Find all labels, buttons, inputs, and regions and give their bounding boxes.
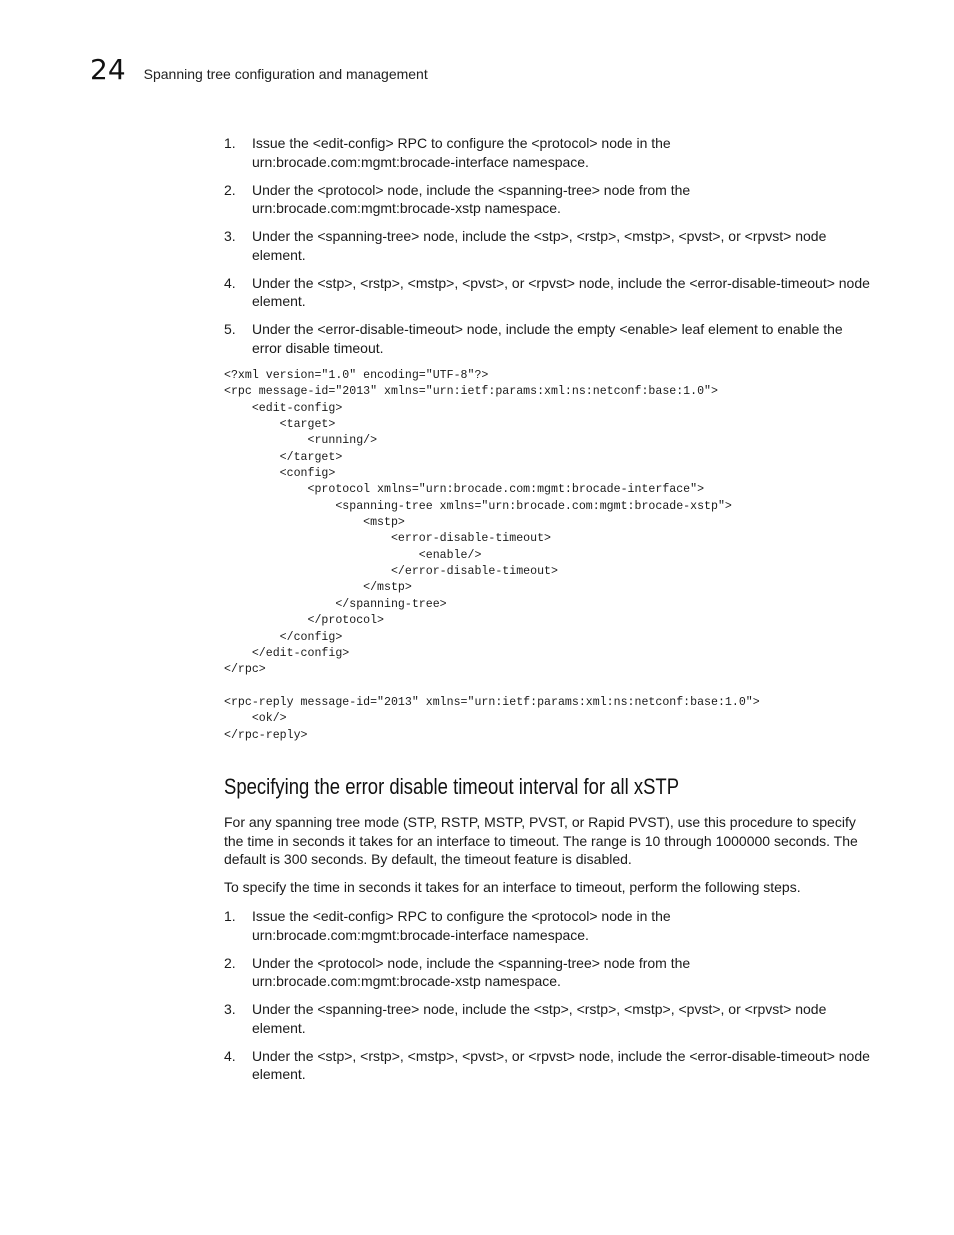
step-text: Under the <protocol> node, include the <spanning-tree> node from the urn:brocade.com:mgmt:brocade-xstp namespace.	[252, 954, 691, 989]
step-number: 4.	[224, 1047, 236, 1064]
step-text: Issue the <edit-config> RPC to configure the <protocol> node in the urn:brocade.com:mgmt:brocade-interface namespace.	[252, 135, 671, 170]
section-body	[224, 813, 874, 906]
list-item	[224, 954, 874, 991]
step-number: 3.	[224, 228, 236, 244]
step-text: Under the <stp>, <rstp>, <mstp>, <pvst>, or <rpvst> node, include the <error-disable-timeout> node element.	[252, 1047, 870, 1082]
step-text: Under the <protocol> node, include the <spanning-tree> node from the urn:brocade.com:mgmt:brocade-xstp namespace.	[252, 181, 691, 216]
xml-code-sample: <?xml version="1.0" encoding="UTF-8"?> <rpc message-id="2013" xmlns="urn:ietf:params:xml:ns:netconf:base:1.0"> <edit-config> <target> <running/> </target> <config> <protocol xmlns="urn:brocade.com:mgmt:brocade-interface"> <spanning-tree xmlns="urn:brocade.com:mgmt:brocade-xstp"> <mstp> <error-disable-timeout> <enable/> </error-disable-timeout> </mstp> </spanning-tree> </protocol> </config> </edit-config> </rpc> <rpc-reply message-id="2013" xmlns="urn:ietf:params:xml:ns:netconf:base:1.0"> <ok/> </rpc-reply>	[224, 369, 760, 742]
section-heading	[224, 774, 874, 800]
step-number: 3.	[224, 1001, 236, 1017]
step-text: Under the <stp>, <rstp>, <mstp>, <pvst>, or <rpvst> node, include the <error-disable-timeout> node element.	[252, 274, 870, 309]
procedure-list-2	[224, 907, 874, 1093]
page-header	[90, 54, 428, 86]
step-text: Issue the <edit-config> RPC to configure the <protocol> node in the urn:brocade.com:mgmt:brocade-interface namespace.	[252, 908, 671, 943]
chapter-number: 24	[90, 53, 126, 86]
code-block	[224, 368, 874, 744]
list-item	[224, 907, 874, 944]
procedure-list-1	[224, 134, 874, 367]
step-text: Under the <spanning-tree> node, include the <stp>, <rstp>, <mstp>, <pvst>, or <rpvst> node element.	[252, 228, 827, 263]
step-text: Under the <spanning-tree> node, include the <stp>, <rstp>, <mstp>, <pvst>, or <rpvst> node element.	[252, 1001, 827, 1036]
step-number: 1.	[224, 135, 236, 151]
chapter-title: Spanning tree configuration and management	[143, 66, 428, 82]
list-item	[224, 181, 874, 218]
list-item	[224, 227, 874, 264]
list-item	[224, 1000, 874, 1037]
list-item	[224, 320, 874, 357]
step-number: 5.	[224, 321, 236, 337]
step-number: 2.	[224, 954, 236, 971]
step-number: 4.	[224, 274, 236, 291]
step-text: Under the <error-disable-timeout> node, include the empty <enable> leaf element to enable the error disable timeout.	[252, 321, 843, 356]
list-item	[224, 134, 874, 171]
step-number: 2.	[224, 181, 236, 198]
section-title: Specifying the error disable timeout interval for all xSTP	[224, 774, 680, 799]
section-intro: For any spanning tree mode (STP, RSTP, MSTP, PVST, or Rapid PVST), use this procedure to specify the time in seconds it takes for an interface to timeout. The range is 10 through 1000000 seconds. The default is 300 seconds. By default, the timeout feature is disabled.	[224, 814, 858, 867]
section-lead: To specify the time in seconds it takes for an interface to timeout, perform the following steps.	[224, 879, 801, 895]
step-number: 1.	[224, 908, 236, 924]
list-item	[224, 274, 874, 311]
list-item	[224, 1047, 874, 1084]
